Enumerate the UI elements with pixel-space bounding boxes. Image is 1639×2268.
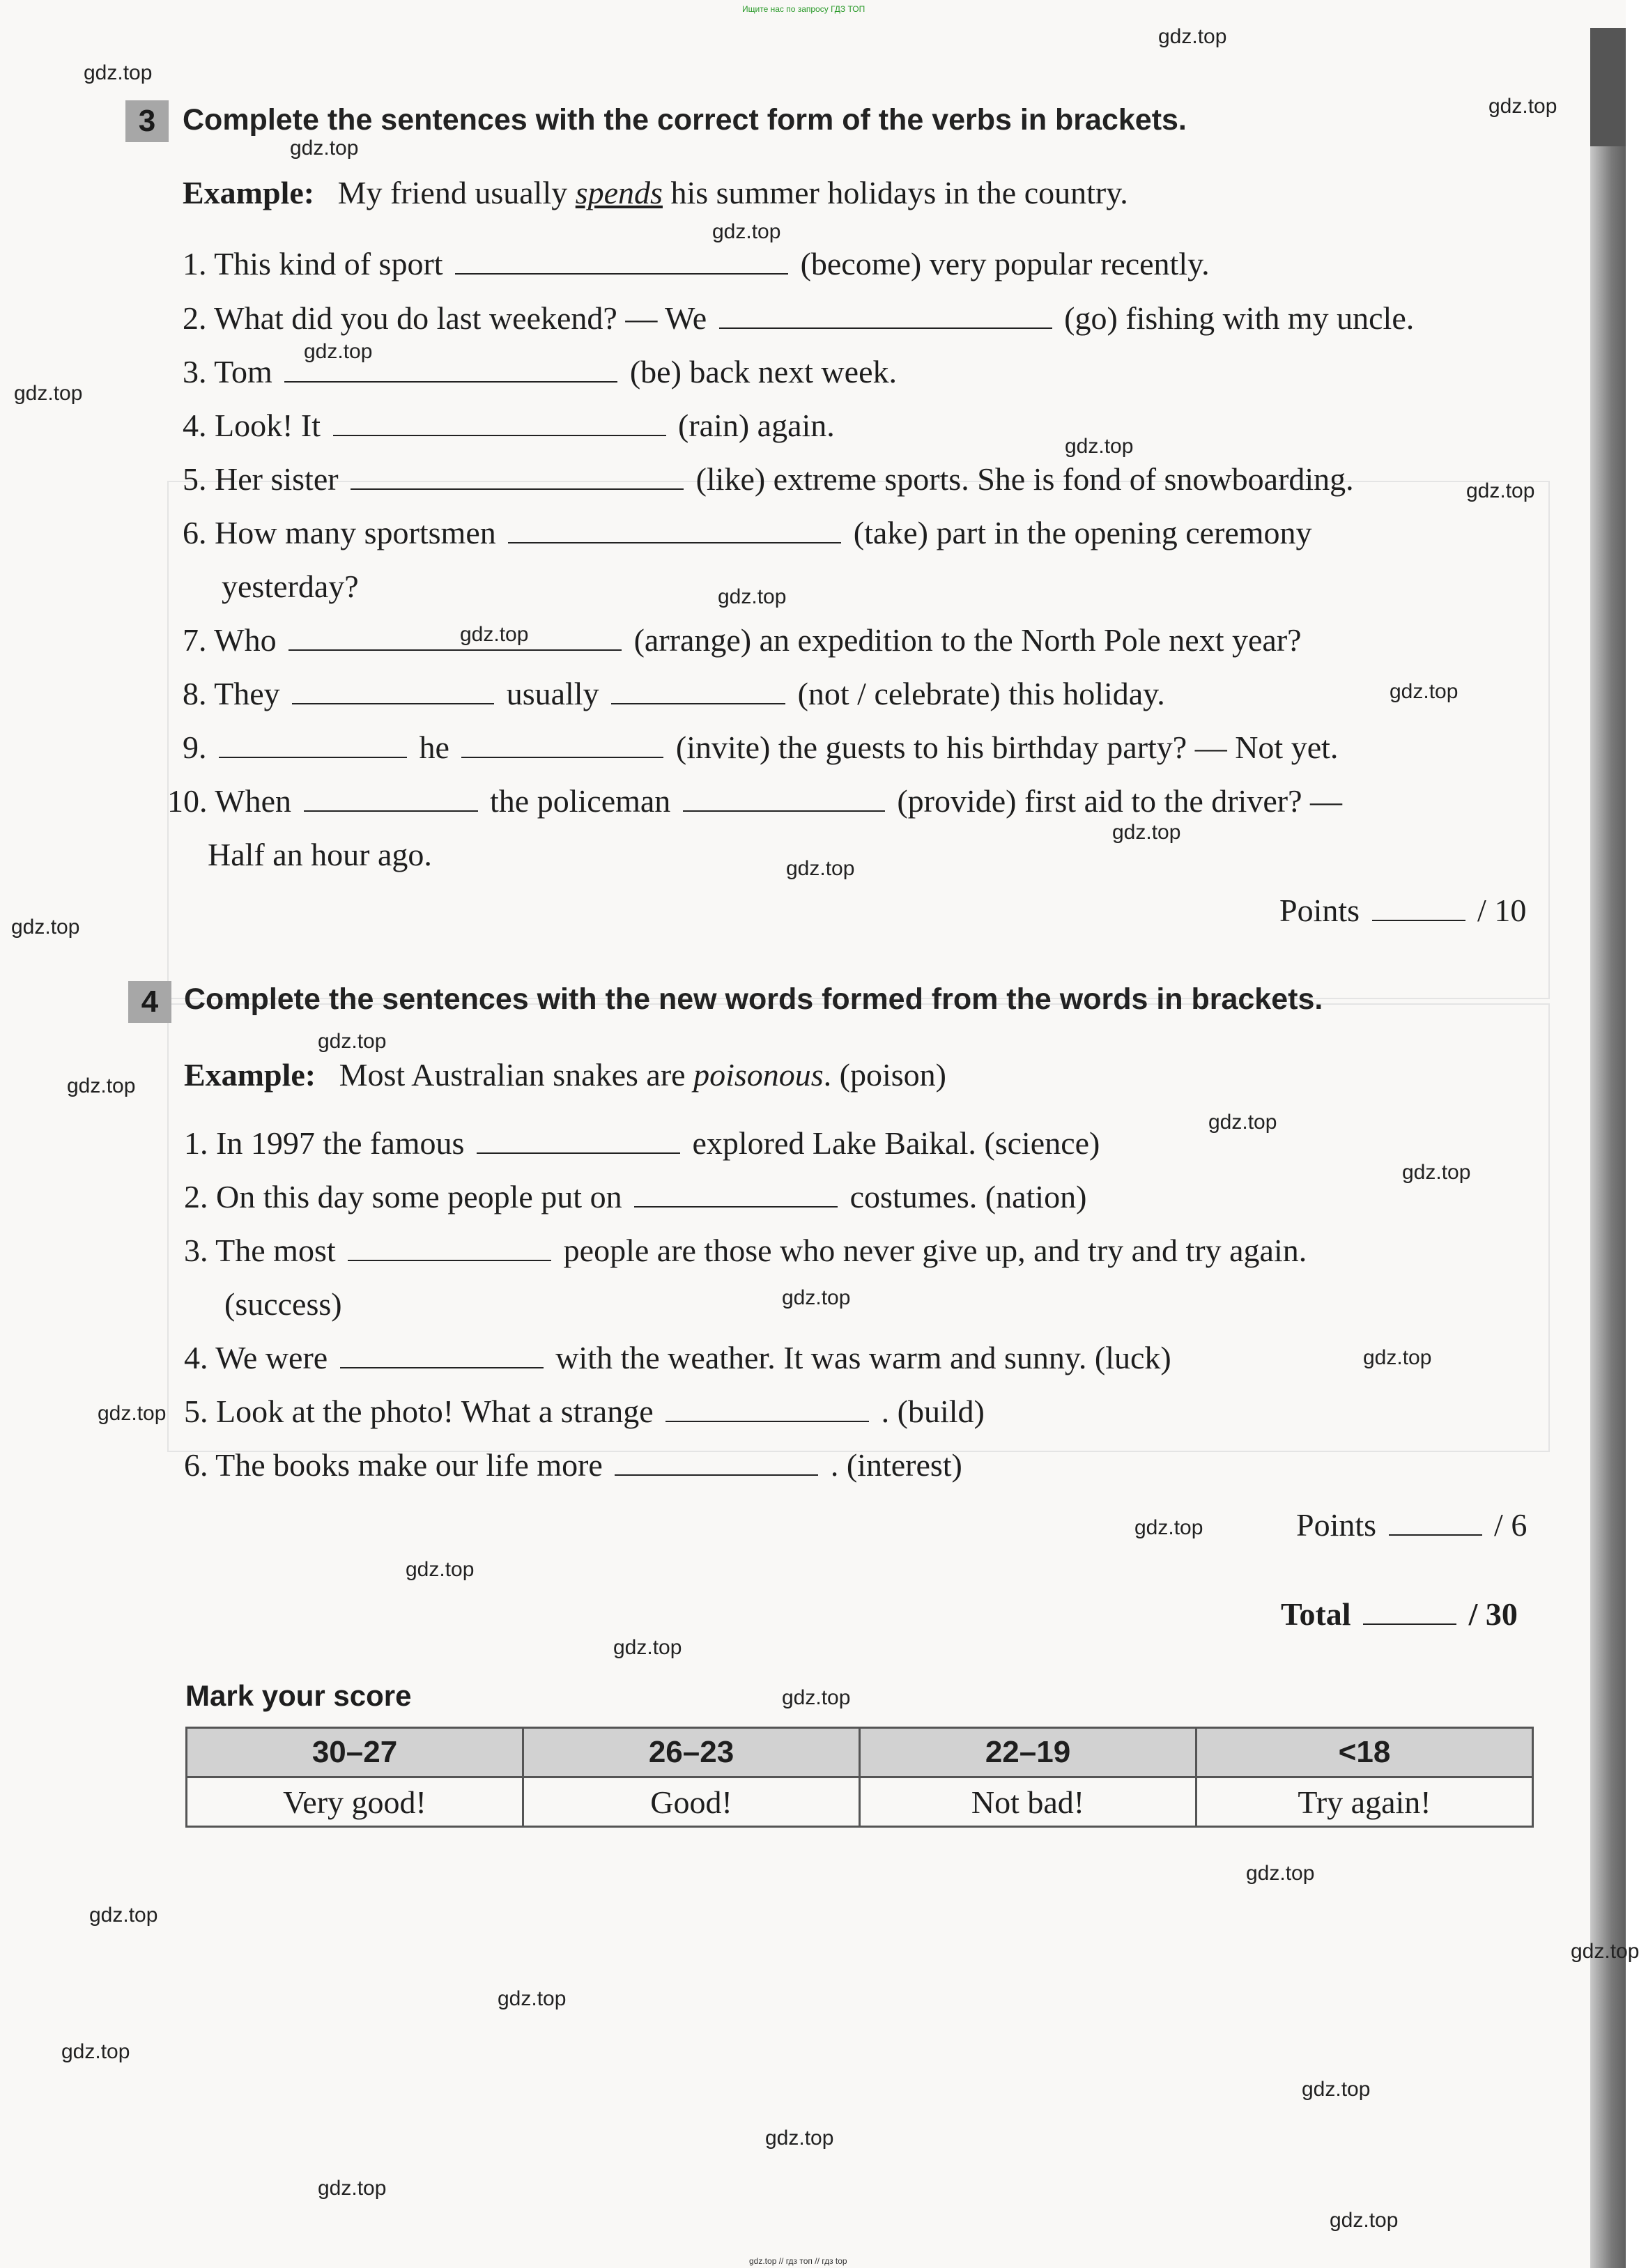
score-comment-row xyxy=(187,1777,1533,1827)
watermark: gdz.top xyxy=(1302,2078,1371,2101)
watermark: gdz.top xyxy=(61,2040,130,2063)
task-3-item-10-cont: Half an hour ago. xyxy=(208,837,432,872)
points-label: Points xyxy=(1279,893,1360,928)
example-label: Example: xyxy=(183,175,315,210)
score-range-cell: 22–19 xyxy=(860,1728,1196,1777)
points-total: / 10 xyxy=(1477,893,1527,928)
item-text: 10. When xyxy=(167,783,292,819)
item-text: 5. Look at the photo! What a strange xyxy=(184,1394,654,1429)
item-text: 6. The books make our life more xyxy=(184,1447,603,1483)
score-range-cell: 30–27 xyxy=(187,1728,523,1777)
watermark: gdz.top xyxy=(1390,680,1459,703)
item-text: 8. They xyxy=(183,676,280,711)
total-score xyxy=(1281,1596,1518,1633)
example-answer: spends xyxy=(575,175,663,210)
answer-blank[interactable] xyxy=(304,785,478,812)
watermark: gdz.top xyxy=(782,1686,851,1709)
watermark: gdz.top xyxy=(1466,479,1535,502)
item-text: with the weather. It was warm and sunny. (luck) xyxy=(555,1340,1171,1375)
watermark: gdz.top xyxy=(318,2177,387,2200)
item-text: (become) very popular recently. xyxy=(800,246,1210,281)
total-value: / 30 xyxy=(1468,1596,1518,1632)
answer-blank[interactable] xyxy=(615,1449,818,1476)
item-text: 4. We were xyxy=(184,1340,328,1375)
task-4-heading: Complete the sentences with the new words formed from the words in brackets. xyxy=(184,982,1323,1016)
task-4-item-3-cont: (success) xyxy=(224,1286,342,1322)
watermark: gdz.top xyxy=(1134,1516,1203,1539)
watermark: gdz.top xyxy=(718,585,787,608)
points-label: Points xyxy=(1296,1507,1377,1543)
task-3-points xyxy=(1279,892,1526,929)
example-text: . (poison) xyxy=(823,1057,946,1093)
answer-blank[interactable] xyxy=(348,1235,551,1261)
answer-blank[interactable] xyxy=(508,517,841,543)
task-4-item-1 xyxy=(184,1125,1100,1162)
watermark: gdz.top xyxy=(14,382,83,405)
example-answer: poisonous xyxy=(693,1057,824,1093)
task-3-number: 3 xyxy=(125,100,169,142)
task-3-item-2 xyxy=(183,300,1414,337)
task-3-item-10 xyxy=(167,782,1342,819)
answer-blank[interactable] xyxy=(219,732,407,758)
example-text: his summer holidays in the country. xyxy=(670,175,1128,210)
answer-blank[interactable] xyxy=(683,785,885,812)
points-blank[interactable] xyxy=(1372,895,1465,921)
item-text: 7. Who xyxy=(183,622,277,658)
watermark: gdz.top xyxy=(712,220,781,243)
answer-blank[interactable] xyxy=(292,678,494,704)
item-text: usually xyxy=(506,676,599,711)
item-text: (rain) again. xyxy=(678,408,835,443)
answer-blank[interactable] xyxy=(455,248,788,275)
answer-blank[interactable] xyxy=(634,1181,838,1208)
score-range-cell: <18 xyxy=(1196,1728,1533,1777)
item-text: (go) fishing with my uncle. xyxy=(1064,300,1415,336)
item-text: 1. In 1997 the famous xyxy=(184,1125,465,1161)
page-edge-shadow xyxy=(1590,28,1626,2268)
item-text: (be) back next week. xyxy=(629,354,897,389)
task-4-item-4 xyxy=(184,1339,1171,1376)
points-blank[interactable] xyxy=(1389,1509,1482,1536)
watermark: gdz.top xyxy=(11,916,80,939)
answer-blank[interactable] xyxy=(340,1342,544,1368)
item-text: 3. Tom xyxy=(183,354,272,389)
example-text: Most Australian snakes are xyxy=(339,1057,686,1093)
watermark: gdz.top xyxy=(98,1402,167,1425)
score-comment-cell: Very good! xyxy=(187,1777,523,1827)
watermark: gdz.top xyxy=(1488,95,1557,118)
watermark: gdz.top xyxy=(1363,1346,1432,1369)
watermark: gdz.top xyxy=(1208,1111,1277,1134)
answer-blank[interactable] xyxy=(477,1127,680,1154)
answer-blank[interactable] xyxy=(665,1396,869,1422)
example-label: Example: xyxy=(184,1057,316,1093)
watermark: gdz.top xyxy=(84,61,153,84)
answer-blank[interactable] xyxy=(719,302,1052,329)
watermark: gdz.top xyxy=(67,1074,136,1097)
task-4-item-2 xyxy=(184,1178,1086,1215)
task-3-item-3 xyxy=(183,353,897,390)
item-text: 6. How many sportsmen xyxy=(183,515,496,550)
item-text: explored Lake Baikal. (science) xyxy=(692,1125,1100,1161)
watermark: gdz.top xyxy=(406,1558,475,1581)
answer-blank[interactable] xyxy=(333,410,666,436)
score-table xyxy=(185,1727,1534,1828)
score-comment-cell: Good! xyxy=(523,1777,860,1827)
watermark: gdz.top xyxy=(318,1030,387,1053)
score-range-row xyxy=(187,1728,1533,1777)
task-3-item-4 xyxy=(183,407,835,444)
top-note: Ищите нас по запросу ГДЗ ТОП xyxy=(742,4,865,14)
item-text: people are those who never give up, and try and try again. xyxy=(563,1233,1307,1268)
total-label: Total xyxy=(1281,1596,1351,1632)
watermark: gdz.top xyxy=(1571,1940,1639,1963)
watermark: gdz.top xyxy=(613,1636,682,1659)
score-table-title: Mark your score xyxy=(185,1679,412,1712)
watermark: gdz.top xyxy=(765,2127,834,2150)
item-text: (provide) first aid to the driver? — xyxy=(897,783,1342,819)
watermark: gdz.top xyxy=(304,340,373,363)
task-4-item-3 xyxy=(184,1232,1307,1269)
item-text: 2. What did you do last weekend? — We xyxy=(183,300,707,336)
task-3-example xyxy=(183,174,1128,211)
example-text: My friend usually xyxy=(337,175,568,210)
task-3-item-6 xyxy=(183,514,1312,551)
item-text: . (build) xyxy=(881,1394,985,1429)
task-3-item-6-cont: yesterday? xyxy=(222,569,359,604)
answer-blank[interactable] xyxy=(288,624,622,651)
points-total: / 6 xyxy=(1494,1507,1528,1543)
task-3-item-1 xyxy=(183,245,1210,282)
item-text: 4. Look! It xyxy=(183,408,321,443)
item-text: he xyxy=(419,730,449,765)
score-comment-cell: Not bad! xyxy=(860,1777,1196,1827)
item-text: (like) extreme sports. She is fond of snowboarding. xyxy=(695,461,1354,497)
item-text: (not / celebrate) this holiday. xyxy=(797,676,1165,711)
watermark: gdz.top xyxy=(89,1904,158,1927)
bottom-note: gdz.top // гдз топ // гдз top xyxy=(749,2256,847,2266)
item-text: costumes. (nation) xyxy=(849,1179,1087,1214)
item-text: 2. On this day some people put on xyxy=(184,1179,622,1214)
task-4-item-6 xyxy=(184,1447,962,1483)
item-text: . (interest) xyxy=(830,1447,962,1483)
watermark: gdz.top xyxy=(1402,1161,1471,1184)
task-4-points xyxy=(1296,1506,1527,1543)
item-text: 1. This kind of sport xyxy=(183,246,443,281)
item-text: (invite) the guests to his birthday party? — Not yet. xyxy=(675,730,1339,765)
watermark: gdz.top xyxy=(1112,821,1181,844)
answer-blank[interactable] xyxy=(351,463,684,490)
score-comment-cell: Try again! xyxy=(1196,1777,1533,1827)
task-4-item-5 xyxy=(184,1393,985,1430)
watermark: gdz.top xyxy=(786,857,855,880)
answer-blank[interactable] xyxy=(461,732,663,758)
item-text: 3. The most xyxy=(184,1233,336,1268)
task-3-item-7 xyxy=(183,622,1302,658)
answer-blank[interactable] xyxy=(284,356,617,383)
answer-blank[interactable] xyxy=(611,678,785,704)
item-text: 9. xyxy=(183,730,207,765)
task-3-item-5 xyxy=(183,461,1354,497)
task-3-heading: Complete the sentences with the correct form of the verbs in brackets. xyxy=(183,103,1187,137)
watermark: gdz.top xyxy=(498,1987,567,2010)
watermark: gdz.top xyxy=(1065,435,1134,458)
item-text: (take) part in the opening ceremony xyxy=(853,515,1312,550)
watermark: gdz.top xyxy=(460,623,529,646)
item-text: the policeman xyxy=(490,783,671,819)
task-3-item-8 xyxy=(183,675,1165,712)
task-3-item-9 xyxy=(183,729,1338,766)
score-range-cell: 26–23 xyxy=(523,1728,860,1777)
total-blank[interactable] xyxy=(1363,1598,1456,1625)
watermark: gdz.top xyxy=(290,137,359,160)
watermark: gdz.top xyxy=(1330,2209,1399,2232)
task-4-example xyxy=(184,1056,946,1093)
watermark: gdz.top xyxy=(782,1286,851,1309)
item-text: (arrange) an expedition to the North Pole next year? xyxy=(633,622,1302,658)
task-4-number: 4 xyxy=(128,981,171,1023)
watermark: gdz.top xyxy=(1246,1862,1315,1885)
watermark: gdz.top xyxy=(1158,25,1227,48)
item-text: 5. Her sister xyxy=(183,461,339,497)
